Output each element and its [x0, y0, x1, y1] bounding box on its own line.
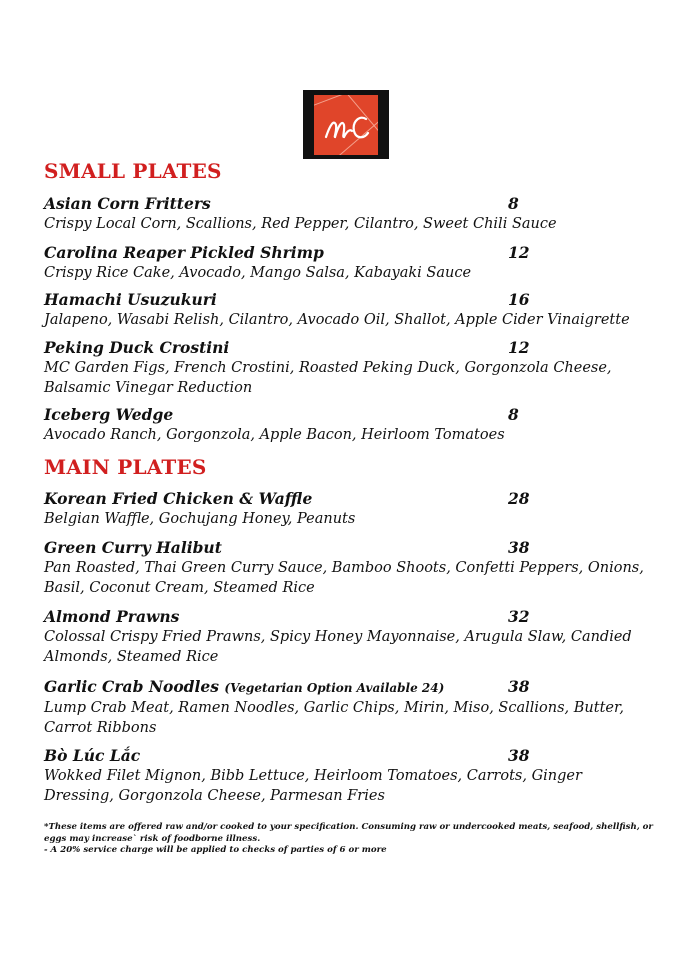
item-description: MC Garden Figs, French Crostini, Roasted Peking Duck, Gorgonzola Cheese, Balsamic Vinegar Reduction	[44, 360, 612, 396]
restaurant-logo	[303, 90, 389, 159]
menu-item	[44, 194, 654, 234]
item-price: 12	[508, 243, 530, 262]
item-price: 8	[508, 194, 519, 213]
item-name: Iceberg Wedge	[44, 405, 174, 424]
item-description: Crispy Rice Cake, Avocado, Mango Salsa, Kabayaki Sauce	[44, 265, 472, 281]
service-charge-note: - A 20% service charge will be applied to checks of parties of 6 or more	[44, 845, 387, 855]
item-name-row	[44, 677, 654, 698]
menu-item	[44, 290, 654, 330]
item-note: (Vegetarian Option Available 24)	[224, 681, 445, 695]
item-price: 28	[508, 489, 530, 508]
item-name: Green Curry Halibut	[44, 538, 222, 557]
item-description: Crispy Local Corn, Scallions, Red Pepper, Cilantro, Sweet Chili Sauce	[44, 216, 557, 232]
item-name: Almond Prawns	[44, 607, 180, 626]
item-price: 38	[508, 746, 530, 765]
menu-item	[44, 746, 654, 806]
item-name: Garlic Crab Noodles	[44, 677, 219, 696]
menu-item	[44, 607, 654, 667]
item-description: Wokked Filet Mignon, Bibb Lettuce, Heirloom Tomatoes, Carrots, Ginger Dressing, Gorgonzola Cheese, Parmesan Fries	[44, 768, 582, 804]
menu-item	[44, 489, 654, 529]
item-description: Belgian Waffle, Gochujang Honey, Peanuts	[44, 511, 356, 527]
menu-item	[44, 405, 654, 445]
item-price: 38	[508, 677, 530, 696]
item-name: Peking Duck Crostini	[44, 338, 230, 357]
item-description: Avocado Ranch, Gorgonzola, Apple Bacon, Heirloom Tomatoes	[44, 427, 505, 443]
item-price: 32	[508, 607, 530, 626]
item-price: 16	[508, 290, 530, 309]
menu-item	[44, 538, 654, 598]
item-price: 12	[508, 338, 530, 357]
item-name: Carolina Reaper Pickled Shrimp	[44, 243, 324, 262]
section-title-small-plates: SMALL PLATES	[44, 159, 222, 183]
section-title-main-plates: MAIN PLATES	[44, 455, 207, 479]
menu-item	[44, 243, 654, 283]
item-description: Lump Crab Meat, Ramen Noodles, Garlic Chips, Mirin, Miso, Scallions, Butter, Carrot Ribbons	[44, 700, 624, 736]
logo-mark	[314, 95, 378, 155]
item-description: Pan Roasted, Thai Green Curry Sauce, Bamboo Shoots, Confetti Peppers, Onions, Basil, Coconut Cream, Steamed Rice	[44, 560, 644, 596]
footnotes	[44, 822, 654, 857]
raw-food-disclaimer: *These items are offered raw and/or cooked to your specification. Consuming raw or undercooked meats, seafood, shellfish, or eggs may increase` risk of foodborne illness.	[44, 822, 653, 844]
item-name: Korean Fried Chicken & Waffle	[44, 489, 313, 508]
item-name: Bò Lúc Lắc	[44, 746, 141, 765]
menu-item	[44, 338, 654, 398]
item-price: 8	[508, 405, 519, 424]
item-price: 38	[508, 538, 530, 557]
item-description: Colossal Crispy Fried Prawns, Spicy Honey Mayonnaise, Arugula Slaw, Candied Almonds, Steamed Rice	[44, 629, 632, 665]
menu-item	[44, 677, 654, 738]
item-description: Jalapeno, Wasabi Relish, Cilantro, Avocado Oil, Shallot, Apple Cider Vinaigrette	[44, 312, 630, 328]
item-name: Hamachi Usuzukuri	[44, 290, 217, 309]
item-name: Asian Corn Fritters	[44, 194, 211, 213]
